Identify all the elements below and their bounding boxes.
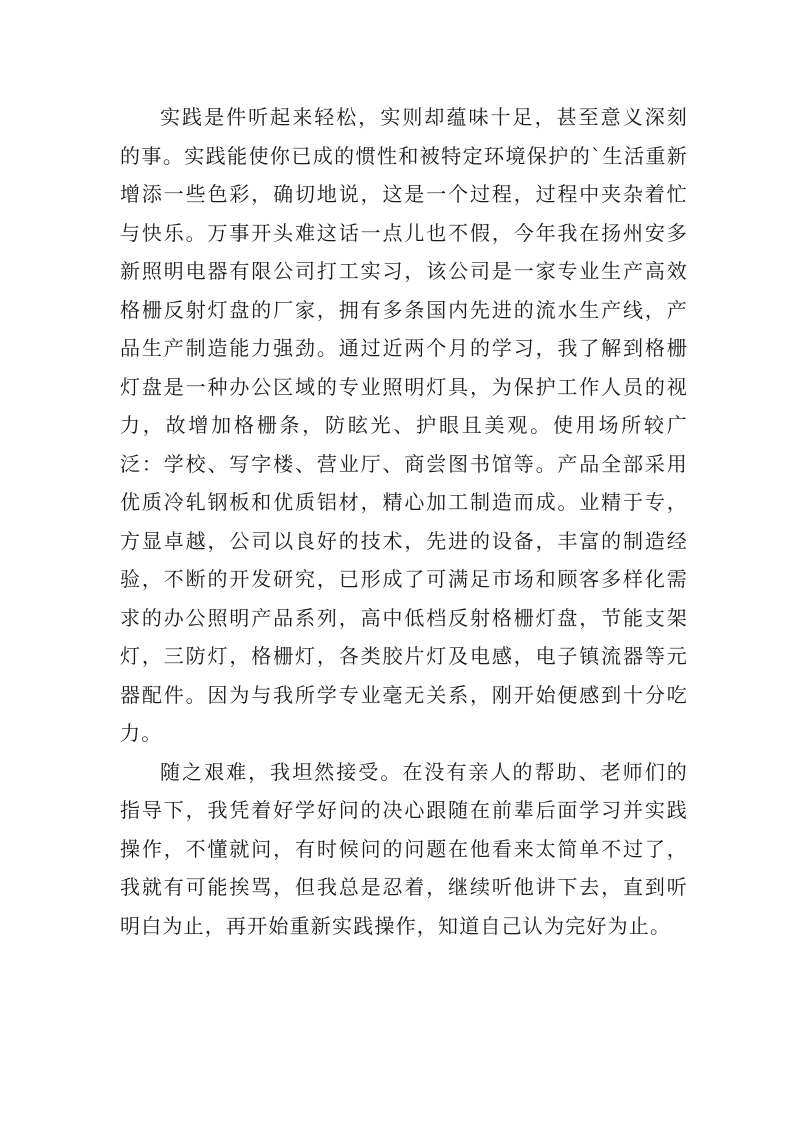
paragraph-2: 随之艰难，我坦然接受。在没有亲人的帮助、老师们的指导下，我凭着好学好问的决心跟随在前辈后面学习并实践操作，不懂就问，有时候问的问题在他看来太简单不过了，我就有可能挨骂，但我总是忍着，继续听他讲下去，直到听明白为止，再开始重新实践操作，知道自己认为完好为止。 <box>120 759 688 938</box>
paragraph-1: 实践是件听起来轻松，实则却蕴味十足，甚至意义深刻的事。实践能使你已成的惯性和被特定环境保护的`生活重新增添一些色彩，确切地说，这是一个过程，过程中夹杂着忙与快乐。万事开头难这话一点儿也不假，今年我在扬州安多新照明电器有限公司打工实习，该公司是一家专业生产高效格栅反射灯盘的厂家，拥有多条国内先进的流水生产线，产品生产制造能力强劲。通过近两个月的学习，我了解到格栅灯盘是一种办公区域的专业照明灯具，为保护工作人员的视力，故增加格栅条，防眩光、护眼且美观。使用场所较广泛：学校、写字楼、营业厅、商尝图书馆等。产品全部采用优质冷轧钢板和优质铝材，精心加工制造而成。业精于专，方显卓越，公司以良好的技术，先进的设备，丰富的制造经验，不断的开发研究，已形成了可满足市场和顾客多样化需求的办公照明产品系列，高中低档反射格栅灯盘，节能支架灯，三防灯，格栅灯，各类胶片灯及电感，电子镇流器等元器配件。因为与我所学专业毫无关系，刚开始便感到十分吃力。 <box>120 105 688 745</box>
document-body <box>120 98 688 945</box>
